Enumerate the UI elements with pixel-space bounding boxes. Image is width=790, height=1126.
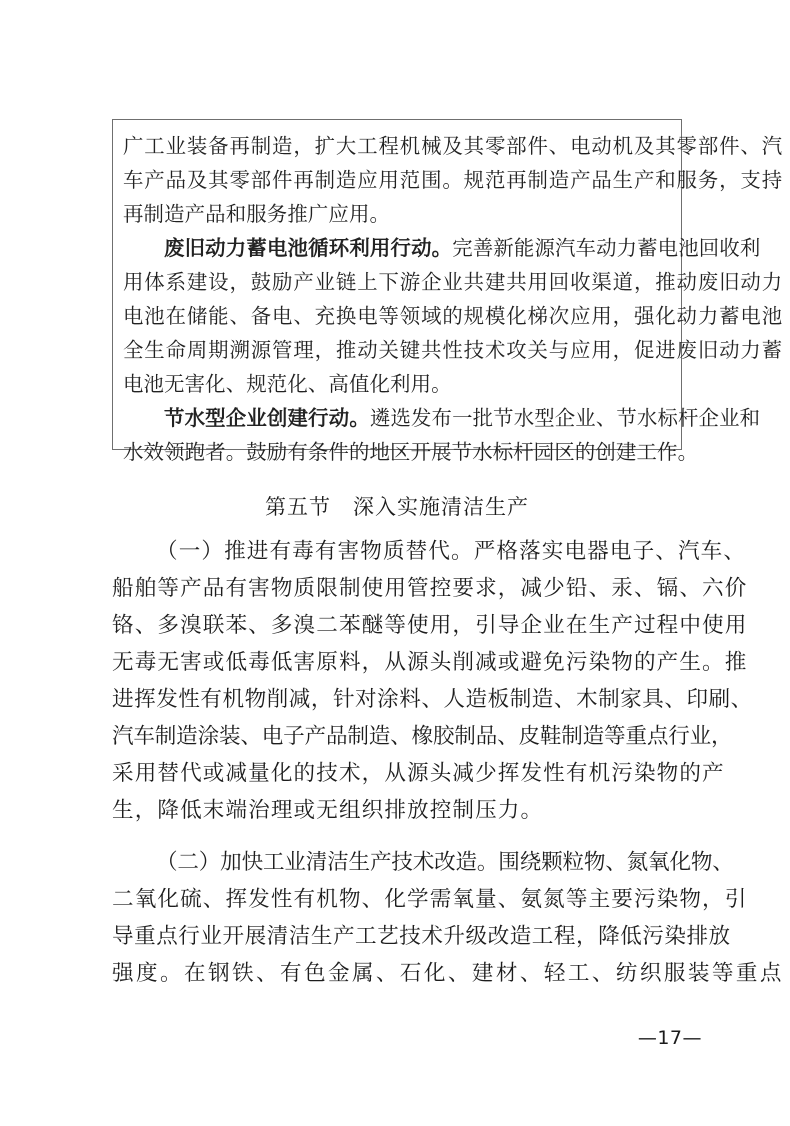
body-paragraph: [112, 533, 753, 829]
paragraph-line: [112, 844, 734, 881]
section-number: 第五节: [265, 495, 331, 519]
paragraph-line: 生，降低末端治理或无组织排放控制压力。: [112, 798, 544, 823]
callout-item-heading-line: [123, 231, 761, 265]
callout-line: 电池在储能、备电、充换电等领域的规模化梯次应用，强化动力蓄电池: [123, 304, 784, 328]
page-number-value: —17—: [637, 1027, 702, 1049]
callout-item-lead: 遴选发布一批节水型企业、节水标杆企业和: [369, 406, 761, 430]
paragraph-text: （二）加快工业清洁生产技术改造。围绕颗粒物、氮氧化物、: [156, 850, 734, 875]
callout-line: 全生命周期溯源管理，推动关键共性技术攻关与应用，促进废旧动力蓄: [123, 338, 784, 362]
callout-line: 电池无害化、规范化、高值化利用。: [123, 372, 452, 396]
callout-item-heading-line: [123, 401, 761, 435]
paragraph-line: 船舶等产品有害物质限制使用管控要求，减少铅、汞、镉、六价: [112, 576, 748, 601]
callout-line: 广工业装备再制造，扩大工程机械及其零部件、电动机及其零部件、汽: [123, 134, 784, 158]
paragraph-line: [112, 533, 747, 570]
paragraph-line: 采用替代或减量化的技术，从源头减少挥发性有机污染物的产: [112, 761, 725, 786]
callout-item-lead: 完善新能源汽车动力蓄电池回收利: [452, 236, 761, 260]
section-title: 深入实施清洁生产: [353, 495, 529, 519]
callout-line: 再制造产品和服务推广应用。: [123, 202, 391, 226]
body-paragraph: [112, 844, 784, 992]
paragraph-line: 强度。在钢铁、有色金属、石化、建材、轻工、纺织服装等重点: [112, 961, 784, 986]
callout-line: 车产品及其零部件再制造应用范围。规范再制造产品生产和服务，支持: [123, 168, 784, 192]
paragraph-line: 铬、多溴联苯、多溴二苯醚等使用，引导企业在生产过程中使用: [112, 613, 748, 638]
section-heading: [112, 491, 682, 523]
callout-line: 用体系建设，鼓励产业链上下游企业共建共用回收渠道，推动废旧动力: [123, 270, 784, 294]
paragraph-line: 进挥发性有机物削减，针对涂料、人造板制造、木制家具、印刷、: [112, 687, 753, 712]
callout-item-title: 节水型企业创建行动。: [164, 406, 370, 430]
paragraph-line: 导重点行业开展清洁生产工艺技术升级改造工程，降低污染排放: [112, 924, 731, 949]
paragraph-line: 二氧化硫、挥发性有机物、化学需氧量、氨氮等主要污染物，引: [112, 887, 748, 912]
paragraph-text: （一）推进有毒有害物质替代。严格落实电器电子、汽车、: [156, 539, 747, 564]
callout-item-title: 废旧动力蓄电池循环利用行动。: [164, 236, 453, 260]
paragraph-line: 汽车制造涂装、电子产品制造、橡胶制品、皮鞋制造等重点行业，: [112, 724, 733, 749]
paragraph-line: 无毒无害或低毒低害原料，从源头削减或避免污染物的产生。推: [112, 650, 748, 675]
callout-line: 水效领跑者。鼓励有条件的地区开展节水标杆园区的创建工作。: [123, 440, 699, 464]
callout-box: [112, 119, 784, 464]
